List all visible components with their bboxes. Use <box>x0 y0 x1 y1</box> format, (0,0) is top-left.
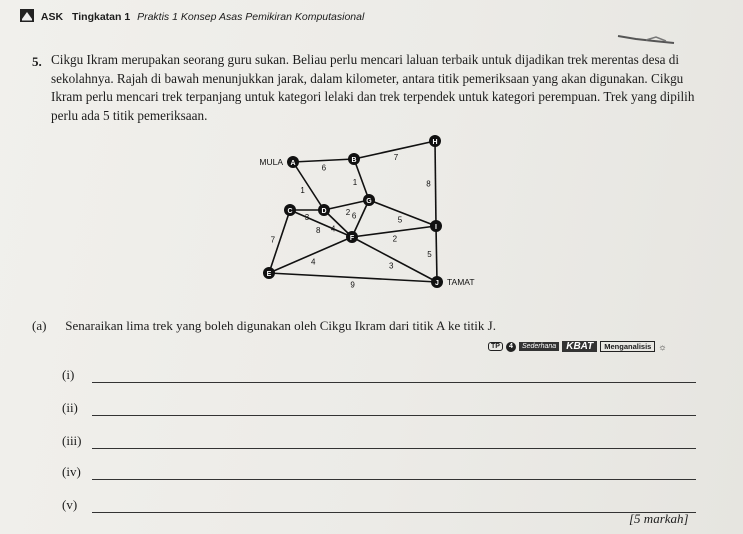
edge-A-D <box>293 162 324 210</box>
edge-I-J <box>436 226 437 282</box>
answer-line[interactable] <box>92 381 696 383</box>
answer-line[interactable] <box>92 511 696 513</box>
edge-weight: 2 <box>345 207 351 217</box>
part-a-text: Senaraikan lima trek yang boleh digunakan oleh Cikgu Ikram dari titik A ke titik J. <box>65 318 496 333</box>
answer-label: (ii) <box>62 400 78 415</box>
answer-line[interactable] <box>92 478 696 480</box>
tp-badge <box>488 342 503 351</box>
edge-weight: 1 <box>300 185 305 195</box>
answer-label: (iii) <box>62 433 82 448</box>
node-label: E <box>266 271 272 278</box>
part-a <box>32 318 496 334</box>
answer-label: (i) <box>62 367 75 382</box>
skill-badge: Menganalisis <box>600 341 655 352</box>
network-diagram <box>250 130 500 295</box>
brand-label: ASK <box>40 11 64 23</box>
tp-label: TP <box>491 343 500 350</box>
answer-line[interactable] <box>92 447 696 449</box>
answer-label: (v) <box>62 497 78 512</box>
edge-weight: 3 <box>388 261 394 271</box>
edge-weight: 6 <box>351 211 357 221</box>
node-label: B <box>351 157 357 164</box>
edge-weight: 5 <box>397 215 403 225</box>
header-subtitle: Praktis 1 Konsep Asas Pemikiran Komputasional <box>137 11 365 23</box>
book-logo-icon <box>20 9 34 22</box>
lightbulb-icon: ☼ <box>658 341 667 352</box>
node-label: G <box>366 198 372 205</box>
edge-E-F <box>269 237 352 273</box>
part-a-label: (a) <box>32 318 47 333</box>
edge-G-I <box>369 200 436 226</box>
answer-line[interactable] <box>92 414 696 416</box>
difficulty-badge: Sederhana <box>519 342 559 351</box>
node-label: J <box>435 280 439 287</box>
edge-A-B <box>293 157 357 164</box>
edge-weight: 2 <box>392 234 398 244</box>
answer-label: (iv) <box>62 464 81 479</box>
tp-level-badge: 4 <box>506 342 516 352</box>
node-label: C <box>287 208 293 215</box>
edge-F-J <box>349 235 437 282</box>
edge-weight: 6 <box>321 163 327 173</box>
node-label: A <box>290 160 296 167</box>
chapter-label: Tingkatan 1 <box>72 11 131 23</box>
edge-weight: 8 <box>426 179 431 189</box>
edge-weight: 7 <box>393 152 399 162</box>
page-header <box>20 9 364 23</box>
node-label: I <box>435 224 437 231</box>
edge-weight: 8 <box>315 225 321 235</box>
edge-weight: 5 <box>427 250 432 260</box>
edge-weight: 9 <box>350 280 355 290</box>
node-label: H <box>432 139 438 146</box>
skill-tags <box>488 341 667 352</box>
node-label: F <box>349 235 355 242</box>
edge-weight: 4 <box>311 257 316 267</box>
start-label: MULA <box>259 157 283 167</box>
marks-label: [5 markah] <box>629 511 689 526</box>
question-number: 5. <box>32 54 42 69</box>
end-label: TAMAT <box>447 277 475 287</box>
edge-weight: 1 <box>352 177 358 187</box>
kbat-badge: KBAT <box>562 341 597 352</box>
question-text: Cikgu Ikram merupakan seorang guru sukan. Beliau perlu mencari laluan terbaik untuk dijadikan trek merentas desa di sekolahnya. Rajah di bawah menunjukkan jarak, dalam kilometer, antara titik pemeriksaan yang akan digunakan. Cikgu Ikram perlu mencari trek terpanjang untuk kategori lelaki dan trek terpendek untuk kategori perempuan. Trek yang dipilih perlu ada 5 titik pemeriksaan. <box>51 52 695 123</box>
node-label: D <box>321 208 327 215</box>
edge-H-I <box>435 141 436 226</box>
edge-weight: 7 <box>270 235 276 245</box>
pencil-mark-icon <box>616 33 676 45</box>
